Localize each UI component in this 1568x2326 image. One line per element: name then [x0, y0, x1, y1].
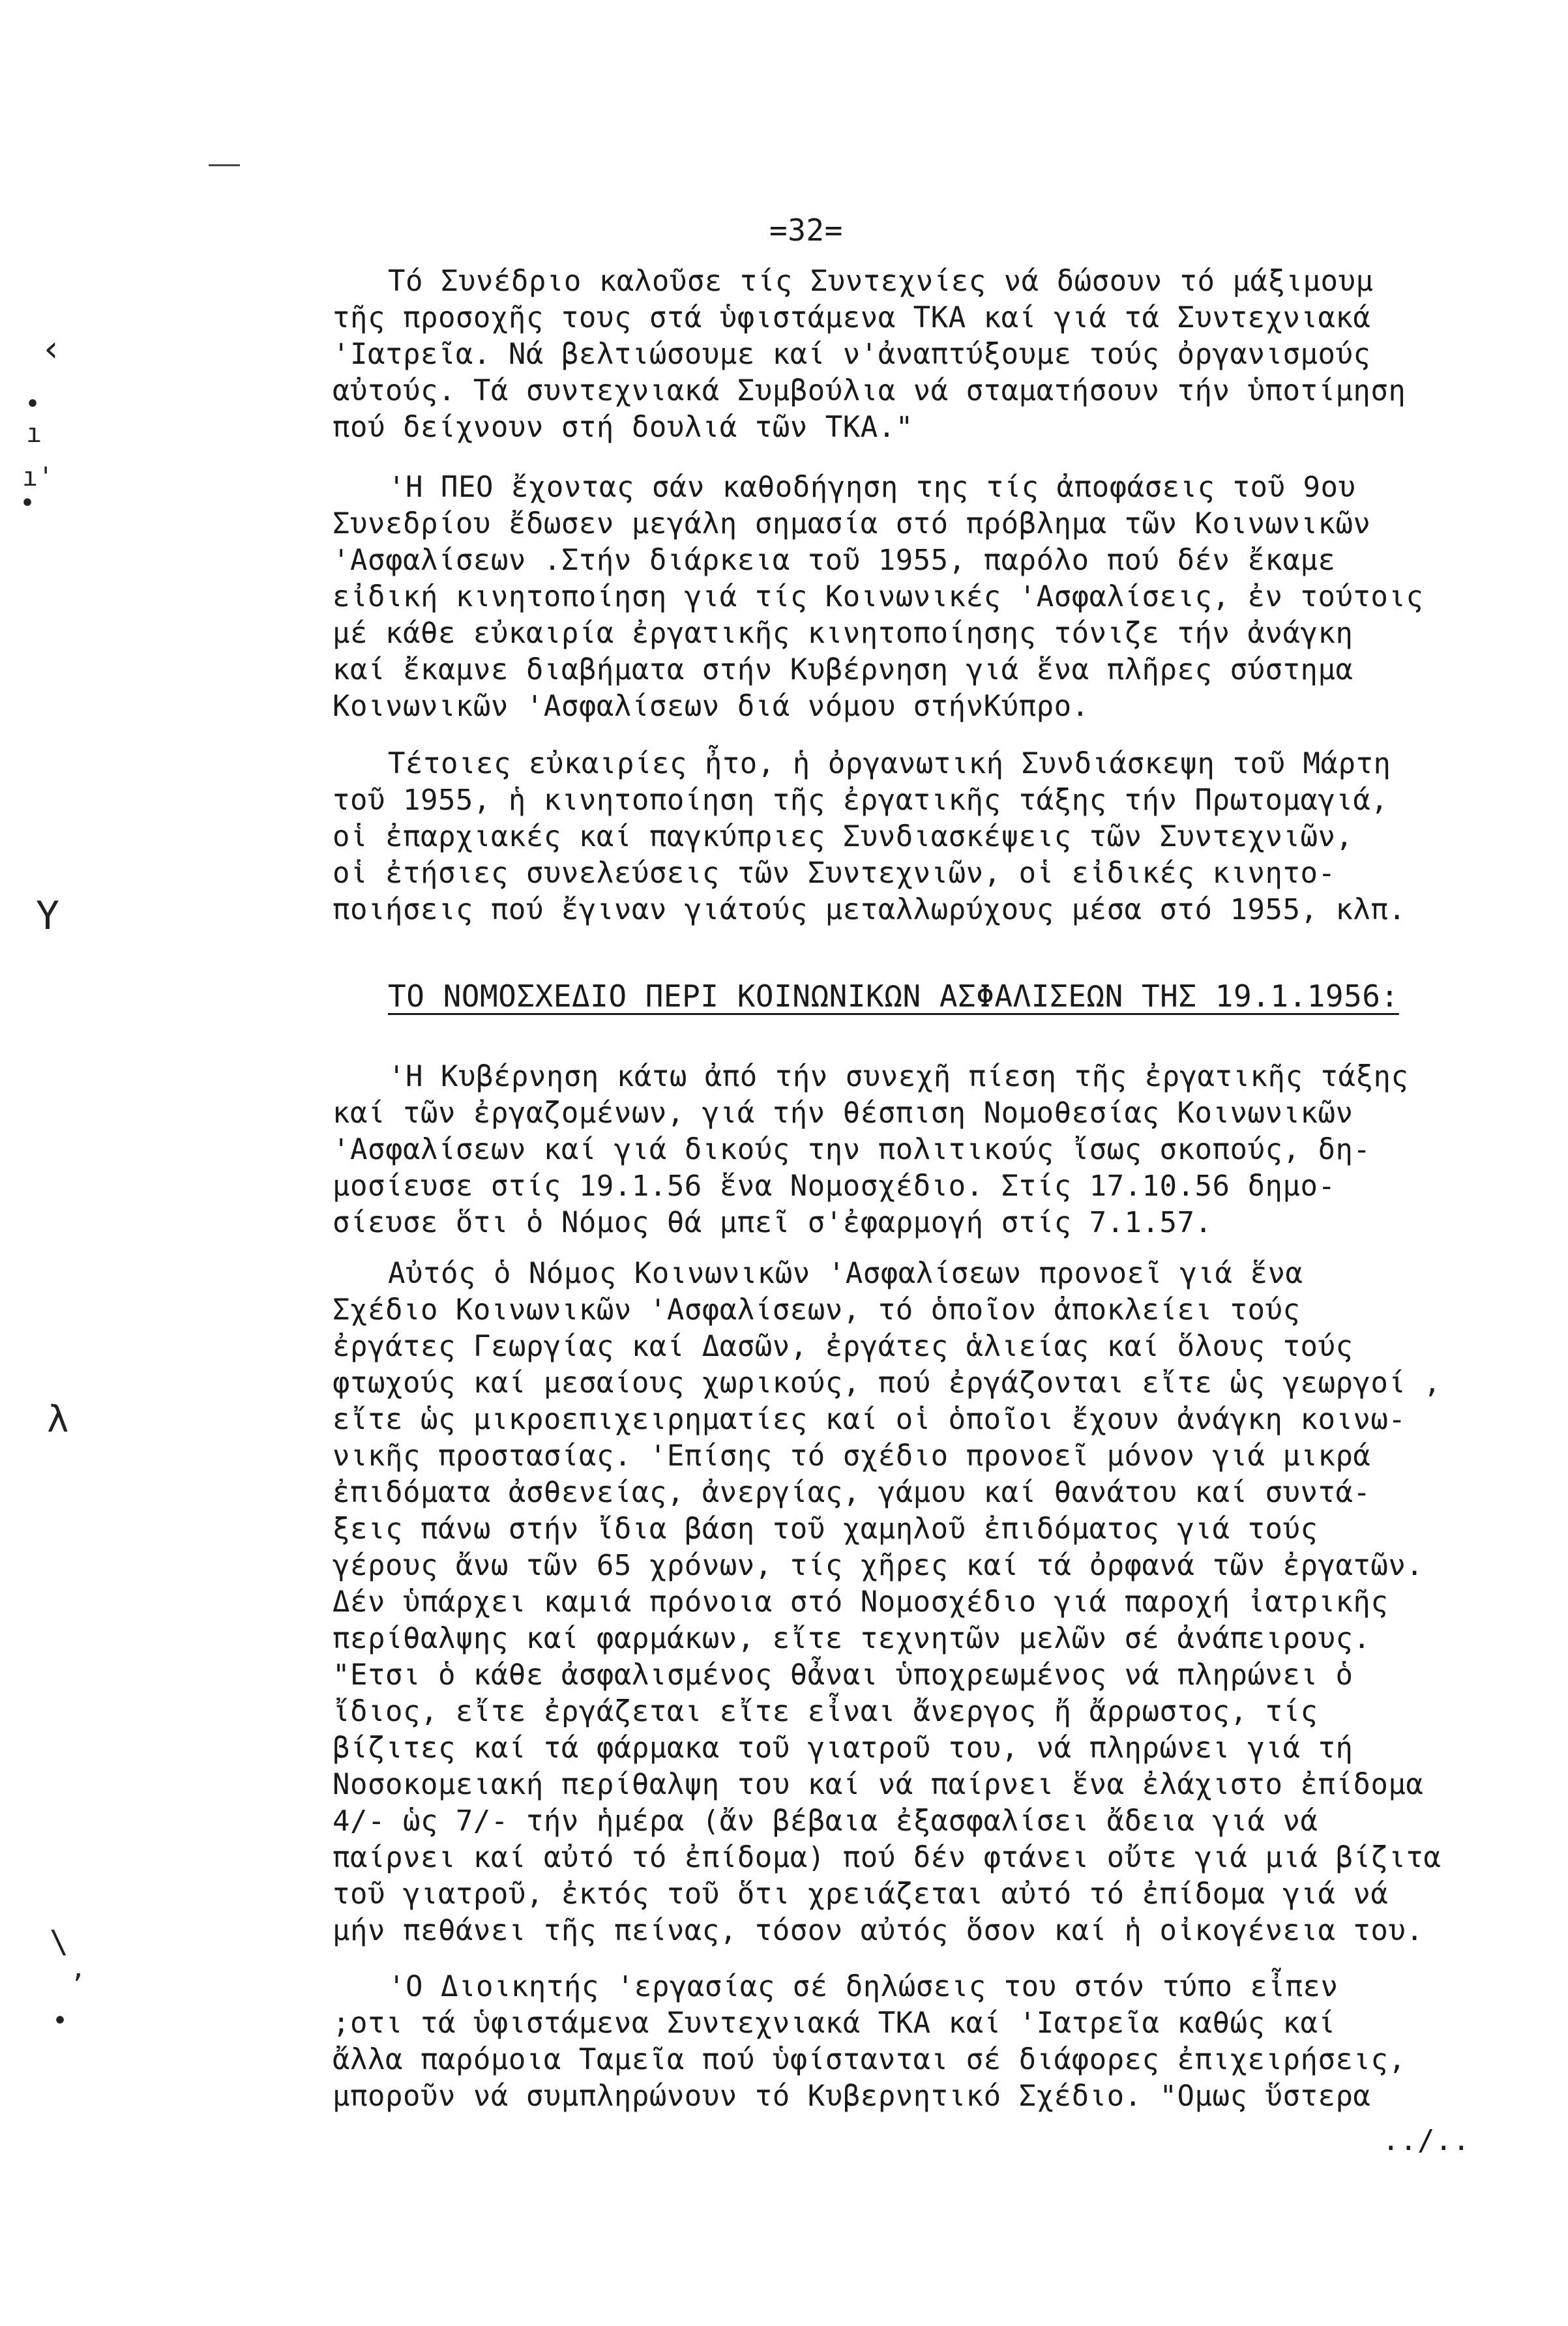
section-heading: ΤΟ ΝΟΜΟΣΧΕΔΙΟ ΠΕΡΙ ΚΟΙΝΩΝΙΚΩΝ ΑΣΦΑΛΙΣΕΩΝ ΤΗΣ 19.1.1956:	[388, 979, 1399, 1014]
text-line: φτωχούς καί μεσαίους χωρικούς, πού ἐργάζονται εἴτε ὡς γεωργοί ,	[333, 1366, 1442, 1400]
text-line: Τέτοιες εὐκαιρίες ἦτο, ἡ ὀργανωτική Συνδιάσκεψη τοῦ Μάρτη	[388, 747, 1391, 780]
text-line: Τό Συνέδριο καλοῦσε τίς Συντεχνίες νά δώσουν τό μάξιμουμ	[388, 265, 1374, 298]
text-line: οἱ ἐπαρχιακές καί παγκύπριες Συνδιασκέψεις τῶν Συντεχνιῶν,	[333, 820, 1354, 853]
margin-mark-dot: •	[20, 488, 36, 518]
text-line: οἱ ἐτήσιες συνελεύσεις τῶν Συντεχνιῶν, οἱ εἰδικές κινητο-	[333, 857, 1336, 890]
text-line: ;οτι τά ὑφιστάμενα Συντεχνιακά ΤΚΑ καί 'Ιατρεῖα καθώς καί	[333, 2007, 1336, 2040]
margin-mark-dot: •	[25, 389, 41, 419]
text-line: 'Η ΠΕΟ ἔχοντας σάν καθοδήγηση της τίς ἀποφάσεις τοῦ 9ου	[388, 471, 1356, 504]
text-line: σίευσε ὅτι ὁ Νόμος θά μπεῖ σ'ἐφαρμογή στίς 7.1.57.	[333, 1206, 1213, 1239]
text-line: περίθαλψης καί φαρμάκων, εἴτε τεχνητῶν μελῶν σέ ἀνάπειρους.	[333, 1622, 1371, 1655]
text-line: εἰδική κινητοποίηση γιά τίς Κοινωνικές 'Ασφαλίσεις, ἐν τούτοις	[333, 580, 1424, 613]
margin-mark-tick: ı	[26, 419, 42, 449]
text-line: αὐτούς. Τά συντεχνιακά Συμβούλια νά σταματήσουν τήν ὑποτίμηση	[333, 374, 1406, 407]
margin-mark-tick: ı'	[22, 462, 54, 492]
text-line: 'Ιατρεῖα. Νά βελτιώσουμε καί ν'ἀναπτύξουμε τούς ὀργανισμούς	[333, 338, 1371, 371]
text-line: τῆς προσοχῆς τους στά ὑφιστάμενα ΤΚΑ καί γιά τά Συντεχνιακά	[333, 301, 1371, 334]
continuation-mark: ../..	[1382, 2124, 1470, 2157]
text-line: μποροῦν νά συμπληρώνουν τό Κυβερνητικό Σχέδιο. "Ομως ὕστερα	[333, 2080, 1371, 2113]
text-line: ποιήσεις πού ἔγιναν γιάτούς μεταλλωρύχους μέσα στό 1955, κλπ.	[333, 893, 1406, 926]
text-line: ἐπιδόματα ἀσθενείας, ἀνεργίας, γάμου καί θανάτου καί συντά-	[333, 1476, 1371, 1509]
text-line: Νοσοκομειακή περίθαλψη του καί νά παίρνει ἕνα ἐλάχιστο ἐπίδομα	[333, 1768, 1424, 1801]
text-line: ἄλλα παρόμοια Ταμεῖα πού ὑφίστανται σέ διάφορες ἐπιχειρήσεις,	[333, 2043, 1406, 2076]
text-line: Συνεδρίου ἔδωσεν μεγάλη σημασία στό πρόβλημα τῶν Κοινωνικῶν	[333, 507, 1371, 540]
text-line: πού δείχνουν στή δουλιά τῶν ΤΚΑ."	[333, 411, 913, 444]
text-line: 'Η Κυβέρνηση κάτω ἀπό τήν συνεχῆ πίεση τῆς ἐργατικῆς τάξης	[388, 1060, 1409, 1093]
text-line: Δέν ὑπάρχει καμιά πρόνοια στό Νομοσχέδιο γιά παροχή ἰατρικῆς	[333, 1585, 1389, 1619]
margin-mark-y: Y	[36, 893, 60, 939]
text-line: καί ἔκαμνε διαβήματα στήν Κυβέρνηση γιά ἕνα πλῆρες σύστημα	[333, 653, 1354, 686]
page-number: =32=	[769, 213, 843, 248]
margin-mark-lambda: λ	[47, 1398, 69, 1441]
text-line: ξεις πάνω στήν ἴδια βάση τοῦ χαμηλοῦ ἐπιδόματος γιά τούς	[333, 1512, 1318, 1546]
text-line: 'Ασφαλίσεων καί γιά δικούς την πολιτικούς ἴσως σκοπούς, δη-	[333, 1133, 1371, 1166]
text-line: μήν πεθάνει τῆς πείνας, τόσον αὐτός ὅσον καί ἡ οἰκογένεια του.	[333, 1914, 1424, 1947]
text-line: βίζιτες καί τά φάρμακα τοῦ γιατροῦ του, νά πληρώνει γιά τή	[333, 1731, 1354, 1765]
text-line: 4/- ὡς 7/- τήν ἡμέρα (ἄν βέβαια ἐξασφαλίσει ἄδεια γιά νά	[333, 1804, 1318, 1838]
text-line: παίρνει καί αὐτό τό ἐπίδομα) πού δέν φτάνει οὔτε γιά μιά βίζιτα	[333, 1841, 1442, 1874]
text-line: μέ κάθε εὐκαιρία ἐργατικῆς κινητοποίησης τόνιζε τήν ἀνάγκη	[333, 617, 1354, 650]
text-line: γέρους ἄνω τῶν 65 χρόνων, τίς χῆρες καί τά ὀρφανά τῶν ἐργατῶν.	[333, 1549, 1424, 1582]
text-line: καί τῶν ἐργαζομένων, γιά τήν θέσπιση Νομοθεσίας Κοινωνικῶν	[333, 1097, 1354, 1130]
text-line: 'Ασφαλίσεων .Στήν διάρκεια τοῦ 1955, παρόλο πού δέν ἔκαμε	[333, 544, 1336, 577]
text-line: Αὐτός ὁ Νόμος Κοινωνικῶν 'Ασφαλίσεων προνοεῖ γιά ἕνα	[388, 1257, 1303, 1290]
text-line: μοσίευσε στίς 19.1.56 ἕνα Νομοσχέδιο. Στίς 17.10.56 δημο-	[333, 1170, 1336, 1203]
margin-mark-arrow: ‹	[40, 328, 63, 370]
text-line: νικῆς προστασίας. 'Επίσης τό σχέδιο προνοεῖ μόνον γιά μικρά	[333, 1439, 1371, 1473]
scan-artifact-rule	[209, 164, 240, 166]
text-line: Κοινωνικῶν 'Ασφαλίσεων διά νόμου στήνΚύπρο.	[333, 690, 1089, 723]
text-line: Σχέδιο Κοινωνικῶν 'Ασφαλίσεων, τό ὁποῖον ἀποκλείει τούς	[333, 1293, 1301, 1327]
text-line: ἴδιος, εἴτε ἐργάζεται εἴτε εἶναι ἄνεργος ἤ ἄρρωστος, τίς	[333, 1695, 1318, 1728]
text-line: ἐργάτες Γεωργίας καί Δασῶν, ἐργάτες ἁλιείας καί ὅλους τούς	[333, 1330, 1354, 1363]
margin-mark-dot: •	[52, 2006, 68, 2036]
margin-mark-dot: ,	[70, 1954, 87, 1984]
text-line: εἴτε ὡς μικροεπιχειρηματίες καί οἱ ὁποῖοι ἔχουν ἀνάγκη κοινω-	[333, 1403, 1406, 1436]
text-line: 'Ο Διοικητής 'εργασίας σέ δηλώσεις του στόν τύπο εἶπεν	[388, 1970, 1339, 2003]
margin-mark-slash: \	[50, 1924, 68, 1960]
text-line: "Ετσι ὁ κάθε ἀσφαλισμένος θἆναι ὑποχρεωμένος νά πληρώνει ὁ	[333, 1658, 1354, 1692]
text-line: τοῦ γιατροῦ, ἐκτός τοῦ ὅτι χρειάζεται αὐτό τό ἐπίδομα γιά νά	[333, 1877, 1389, 1911]
text-line: τοῦ 1955, ἡ κινητοποίηση τῆς ἐργατικῆς τάξης τήν Πρωτομαγιά,	[333, 784, 1389, 817]
